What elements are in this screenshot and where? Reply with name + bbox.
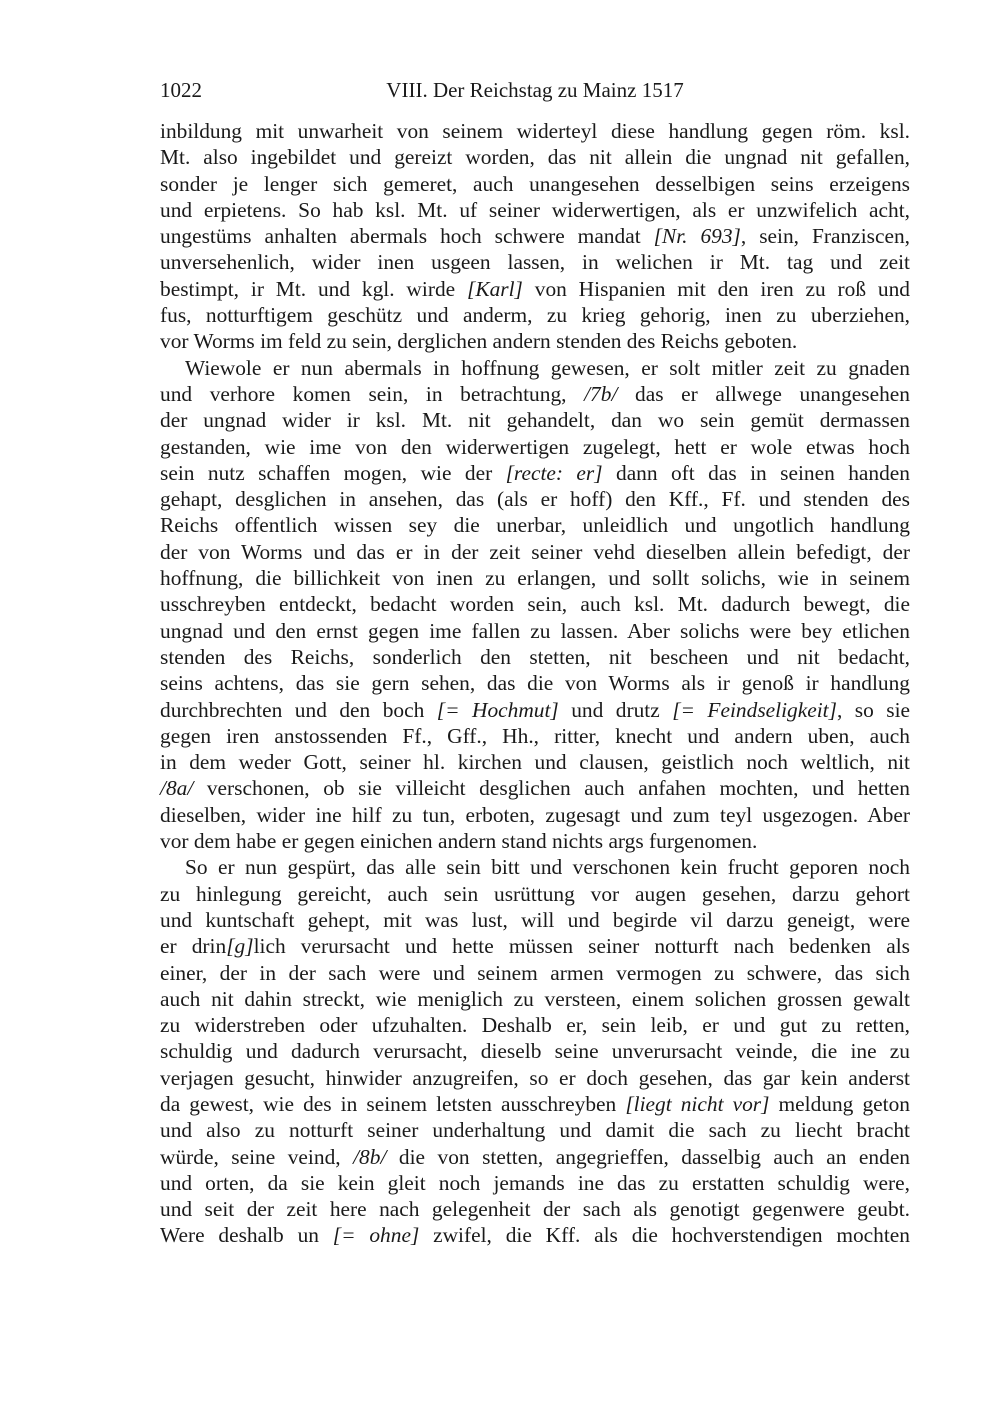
text-segment: verschonen, ob sie villeicht desglichen auch anfahen mochten, und hetten bbox=[193, 776, 910, 801]
editorial-note: [liegt nicht vor] bbox=[625, 1091, 770, 1116]
text-segment: würde, seine veind, bbox=[160, 1144, 354, 1169]
text-line bbox=[160, 460, 910, 486]
editorial-note: [= ohne] bbox=[332, 1223, 420, 1248]
text-segment: da gewest, wie des in seinem letsten ausschreyben bbox=[160, 1091, 626, 1116]
text-segment: seins achtens, das sie gern sehen, das die von Worms als ir genoß ir handlung bbox=[160, 671, 910, 696]
text-segment: dann oft das in seinen handen bbox=[602, 460, 910, 485]
text-line bbox=[160, 249, 910, 275]
text-line bbox=[160, 539, 910, 565]
text-line bbox=[160, 1091, 910, 1117]
text-segment: die von stetten, angegrieffen, dasselbig auch an enden bbox=[386, 1144, 911, 1169]
text-segment: zu widerstreben oder ufzuhalten. Deshalb er, sein leib, er und gut zu retten, bbox=[160, 1013, 910, 1038]
text-segment: und seit der zeit here nach gelegenheit der sach als genotigt gegenwere geubt. bbox=[160, 1197, 910, 1222]
text-line bbox=[160, 565, 910, 591]
text-line bbox=[160, 276, 910, 302]
text-line bbox=[160, 881, 910, 907]
text-line bbox=[160, 749, 910, 775]
text-segment: und verhore komen sein, in betrachtung, bbox=[160, 381, 585, 406]
editorial-note: /8b/ bbox=[353, 1144, 387, 1169]
page-header bbox=[160, 78, 910, 108]
editorial-note: [Nr. 693] bbox=[653, 224, 741, 249]
editorial-note: /8a/ bbox=[160, 776, 194, 801]
text-line bbox=[160, 381, 910, 407]
text-line bbox=[160, 1170, 910, 1196]
text-segment: zwifel, die Kff. als die hochverstendigen mochten bbox=[419, 1223, 910, 1248]
text-segment: hoffnung, die billichkeit von inen zu erlangen, und sollt solichs, wie in seinem bbox=[160, 566, 910, 591]
text-line bbox=[160, 1196, 910, 1222]
text-segment: zu hinlegung gereicht, auch sein usrüttung vor augen gesehen, darzu gehort bbox=[160, 881, 910, 906]
text-segment: und also zu notturft seiner underhaltung und damit die sach zu liecht bracht bbox=[160, 1118, 910, 1143]
text-segment: gegen iren anstossenden Ff., Gff., Hh., ritter, knecht und andern uben, auch bbox=[160, 723, 910, 748]
text-line bbox=[160, 960, 910, 986]
text-segment: schuldig und dadurch verursacht, dieselb seine unverursacht veinde, die ine zu bbox=[160, 1039, 910, 1064]
text-line bbox=[160, 512, 910, 538]
text-line bbox=[160, 854, 910, 880]
text-segment: in dem weder Gott, seiner hl. kirchen und clausen, geistlich noch weltlich, nit bbox=[160, 750, 910, 775]
text-segment: ungnad und den ernst gegen ime fallen zu lassen. Aber solichs were bey etlichen bbox=[160, 618, 910, 643]
text-line bbox=[160, 618, 910, 644]
text-segment: und erpietens. So hab ksl. Mt. uf seiner widerwertigen, als er unzwifelich acht, bbox=[160, 197, 910, 222]
text-line bbox=[160, 828, 910, 854]
editorial-note: [recte: er] bbox=[505, 460, 603, 485]
text-line bbox=[160, 1012, 910, 1038]
text-line bbox=[160, 355, 910, 381]
text-segment: bestimpt, ir Mt. und kgl. wirde bbox=[160, 276, 467, 301]
text-segment: , so sie bbox=[836, 697, 911, 722]
text-line bbox=[160, 697, 910, 723]
text-segment: einer, der in der sach were und seinem armen vermogen zu schwere, das sich bbox=[160, 960, 910, 985]
text-line bbox=[160, 197, 910, 223]
editorial-note: [= Feindseligkeit] bbox=[672, 697, 837, 722]
text-line bbox=[160, 802, 910, 828]
text-segment: Reichs offentlich wissen sey die unerbar, unleidlich und ungotlich handlung bbox=[160, 513, 910, 538]
text-line bbox=[160, 1117, 910, 1143]
text-segment: das er allwege unangesehen bbox=[617, 381, 910, 406]
text-line bbox=[160, 775, 910, 801]
text-line bbox=[160, 591, 910, 617]
running-title: VIII. Der Reichstag zu Mainz 1517 bbox=[386, 78, 684, 102]
text-line bbox=[160, 434, 910, 460]
text-line bbox=[160, 223, 910, 249]
text-segment: und kuntschaft gehept, mit was lust, will und begirde vil darzu geneigt, were bbox=[160, 907, 910, 932]
text-segment: lich verursacht und hette müssen seiner notturft nach bedenken als bbox=[253, 934, 910, 959]
text-segment: vor dem habe er gegen einichen andern stand nichts args furgenomen. bbox=[160, 829, 758, 854]
text-segment: usschreyben entdeckt, bedacht worden sein, auch ksl. Mt. dadurch bewegt, die bbox=[160, 592, 910, 617]
text-line bbox=[160, 1038, 910, 1064]
editorial-note: [g] bbox=[226, 934, 254, 959]
text-line bbox=[160, 986, 910, 1012]
text-line bbox=[160, 486, 910, 512]
text-segment: gehapt, desglichen in ansehen, das (als er hoff) den Kff., Ff. und stenden des bbox=[160, 487, 910, 512]
text-line bbox=[160, 171, 910, 197]
text-segment: sonder je lenger sich gemeret, auch unangesehen desselbigen seins erzeigens bbox=[160, 171, 910, 196]
text-segment: verjagen gesucht, hinwider anzugreifen, so er doch gesehen, das gar kein anderst bbox=[160, 1065, 910, 1090]
text-segment: der ungnad wider ir ksl. Mt. nit gehandelt, dan wo sein gemüt dermassen bbox=[160, 408, 910, 433]
text-line bbox=[160, 144, 910, 170]
page-number: 1022 bbox=[160, 78, 202, 102]
editorial-note: [= Hochmut] bbox=[436, 697, 559, 722]
text-segment: Mt. also ingebildet und gereizt worden, das nit allein die ungnad nit gefallen, bbox=[160, 145, 910, 170]
text-line bbox=[160, 407, 910, 433]
text-segment: vor Worms im feld zu sein, derglichen andern stenden des Reichs geboten. bbox=[160, 329, 798, 354]
text-segment: von Hispanien mit den iren zu roß und bbox=[522, 276, 910, 301]
text-segment: stenden des Reichs, sonderlich den stetten, nit bescheen und nit bedacht, bbox=[160, 644, 910, 669]
text-segment: fus, notturftigem geschütz und anderm, zu krieg gehorig, inen zu uberziehen, bbox=[160, 303, 910, 328]
text-segment: ungestüms anhalten abermals hoch schwere mandat bbox=[160, 224, 654, 249]
text-line bbox=[160, 933, 910, 959]
text-line bbox=[160, 670, 910, 696]
text-segment: auch nit dahin streckt, wie meniglich zu versteen, einem solichen grossen gewalt bbox=[160, 986, 910, 1011]
editorial-note: [Karl] bbox=[467, 276, 523, 301]
text-line bbox=[160, 302, 910, 328]
text-line bbox=[160, 118, 910, 144]
text-segment: der von Worms und das er in der zeit seiner vehd dieselben allein befedigt, der bbox=[160, 539, 910, 564]
text-segment: Were deshalb un bbox=[160, 1223, 333, 1248]
text-segment: meldung geton bbox=[769, 1091, 910, 1116]
text-line bbox=[160, 723, 910, 749]
text-line bbox=[160, 907, 910, 933]
body-text bbox=[160, 118, 910, 1249]
text-segment: unversehenlich, wider inen usgeen lassen, in welichen ir Mt. tag und zeit bbox=[160, 250, 910, 275]
text-segment: So er nun gespürt, das alle sein bitt und verschonen kein frucht geporen noch bbox=[185, 855, 910, 880]
editorial-note: /7b/ bbox=[584, 381, 618, 406]
text-segment: , sein, Franziscen, bbox=[740, 224, 910, 249]
text-segment: er drin bbox=[160, 934, 227, 959]
text-line bbox=[160, 1065, 910, 1091]
text-line bbox=[160, 644, 910, 670]
text-segment: inbildung mit unwarheit von seinem widerteyl diese handlung gegen röm. ksl. bbox=[160, 119, 910, 143]
text-segment: sein nutz schaffen mogen, wie der bbox=[160, 460, 506, 485]
text-segment: durchbrechten und den boch bbox=[160, 697, 437, 722]
text-segment: gestanden, wie ime von den widerwertigen zugelegt, hett er wole etwas hoch bbox=[160, 434, 910, 459]
text-segment: Wiewole er nun abermals in hoffnung gewesen, er solt mitler zeit zu gnaden bbox=[185, 355, 910, 380]
text-line bbox=[160, 1144, 910, 1170]
text-line bbox=[160, 1222, 910, 1248]
text-segment: und drutz bbox=[558, 697, 673, 722]
text-segment: und orten, da sie kein gleit noch jemands ine das zu erstatten schuldig were, bbox=[160, 1170, 910, 1195]
text-segment: dieselben, wider ine hilf zu tun, erboten, zugesagt und zum teyl usgezogen. Aber bbox=[160, 802, 910, 827]
text-line bbox=[160, 328, 910, 354]
